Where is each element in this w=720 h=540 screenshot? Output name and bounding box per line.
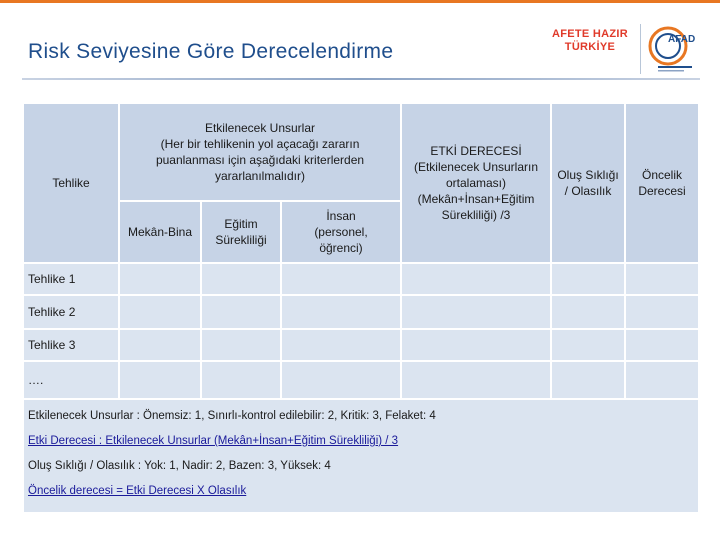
etki-line: Sürekliliği) /3 <box>441 208 511 222</box>
table-cell <box>551 329 625 361</box>
table-cell <box>401 361 551 399</box>
afad-logo-icon <box>644 24 698 74</box>
table-cell <box>625 361 699 399</box>
table-cell <box>401 263 551 295</box>
table-cell <box>119 329 201 361</box>
row-label: Tehlike 3 <box>23 329 119 361</box>
legend-line: Öncelik derecesi = Etki Derecesi X Olasılık <box>28 485 247 497</box>
legend-line: Oluş Sıklığı / Olasılık : Yok: 1, Nadir: 2, Bazen: 3, Yüksek: 4 <box>28 460 331 472</box>
row-label: Tehlike 1 <box>23 263 119 295</box>
legend-line: Etkilenecek Unsurlar : Önemsiz: 1, Sınırlı-kontrol edilebilir: 2, Kritik: 3, Felaket: 4 <box>28 410 436 422</box>
table-cell <box>625 263 699 295</box>
etkilenecek-line: Etkilenecek Unsurlar <box>204 121 316 135</box>
table-cell <box>551 295 625 329</box>
egitim-line: Sürekliliği <box>215 233 267 247</box>
legend-box <box>23 399 699 513</box>
etki-line: ortalaması) <box>445 176 507 190</box>
table-cell <box>281 329 401 361</box>
header-egitim-surekliligi <box>201 201 281 263</box>
afete-hazir-logo <box>548 28 632 54</box>
olus-line: / Olasılık <box>564 184 612 198</box>
header-mekan-bina: Mekân-Bina <box>119 201 201 263</box>
table-cell <box>119 263 201 295</box>
egitim-line: Eğitim <box>224 217 258 231</box>
etkilenecek-line: yararlanılmalıdır) <box>214 169 306 183</box>
table-row <box>23 263 699 295</box>
logo-line-2: TÜRKİYE <box>564 41 616 53</box>
etki-line: ETKİ DERECESİ <box>430 144 522 158</box>
header-olus-sikligi <box>551 103 625 263</box>
table-cell <box>201 361 281 399</box>
table-cell <box>551 361 625 399</box>
table-cell <box>625 295 699 329</box>
table-row <box>23 361 699 399</box>
etkilenecek-line: (Her bir tehlikenin yol açacağı zararın <box>160 137 360 151</box>
title-divider <box>22 78 700 80</box>
legend-line: Etki Derecesi : Etkilenecek Unsurlar (Mekân+İnsan+Eğitim Sürekliliği) / 3 <box>28 435 399 447</box>
row-label: …. <box>23 361 119 399</box>
etkilenecek-line: puanlanması için aşağıdaki kriterlerden <box>155 153 365 167</box>
logo-line-1: AFETE HAZIR <box>551 28 629 40</box>
etki-line: (Mekân+İnsan+Eğitim <box>417 192 535 206</box>
header-etki-derecesi <box>401 103 551 263</box>
insan-line: (personel, <box>314 225 368 239</box>
table-cell <box>401 329 551 361</box>
table-cell <box>281 263 401 295</box>
risk-rating-table <box>22 102 700 514</box>
table-cell <box>281 361 401 399</box>
header-oncelik-derecesi <box>625 103 699 263</box>
etki-line: (Etkilenecek Unsurların <box>413 160 539 174</box>
table-cell <box>625 329 699 361</box>
table-cell <box>119 361 201 399</box>
olus-line: Oluş Sıklığı <box>557 168 619 182</box>
top-accent-rule <box>0 0 720 3</box>
insan-line: İnsan <box>326 209 356 223</box>
oncelik-line: Öncelik <box>641 168 682 182</box>
table-cell <box>201 263 281 295</box>
row-label: Tehlike 2 <box>23 295 119 329</box>
table-cell <box>401 295 551 329</box>
logo-separator <box>640 24 641 74</box>
logo-area <box>548 20 700 78</box>
header-etkilenecek-unsurlar <box>119 103 401 201</box>
afad-logo-text: AFAD <box>668 34 696 45</box>
insan-line: öğrenci) <box>319 241 363 255</box>
table-cell <box>201 329 281 361</box>
table-cell <box>119 295 201 329</box>
header-tehlike: Tehlike <box>23 103 119 263</box>
oncelik-line: Derecesi <box>638 184 686 198</box>
table-cell <box>201 295 281 329</box>
table-cell <box>281 295 401 329</box>
table-row <box>23 329 699 361</box>
slide-title: Risk Seviyesine Göre Derecelendirme <box>28 40 394 63</box>
table-cell <box>551 263 625 295</box>
table-row <box>23 295 699 329</box>
header-insan <box>281 201 401 263</box>
